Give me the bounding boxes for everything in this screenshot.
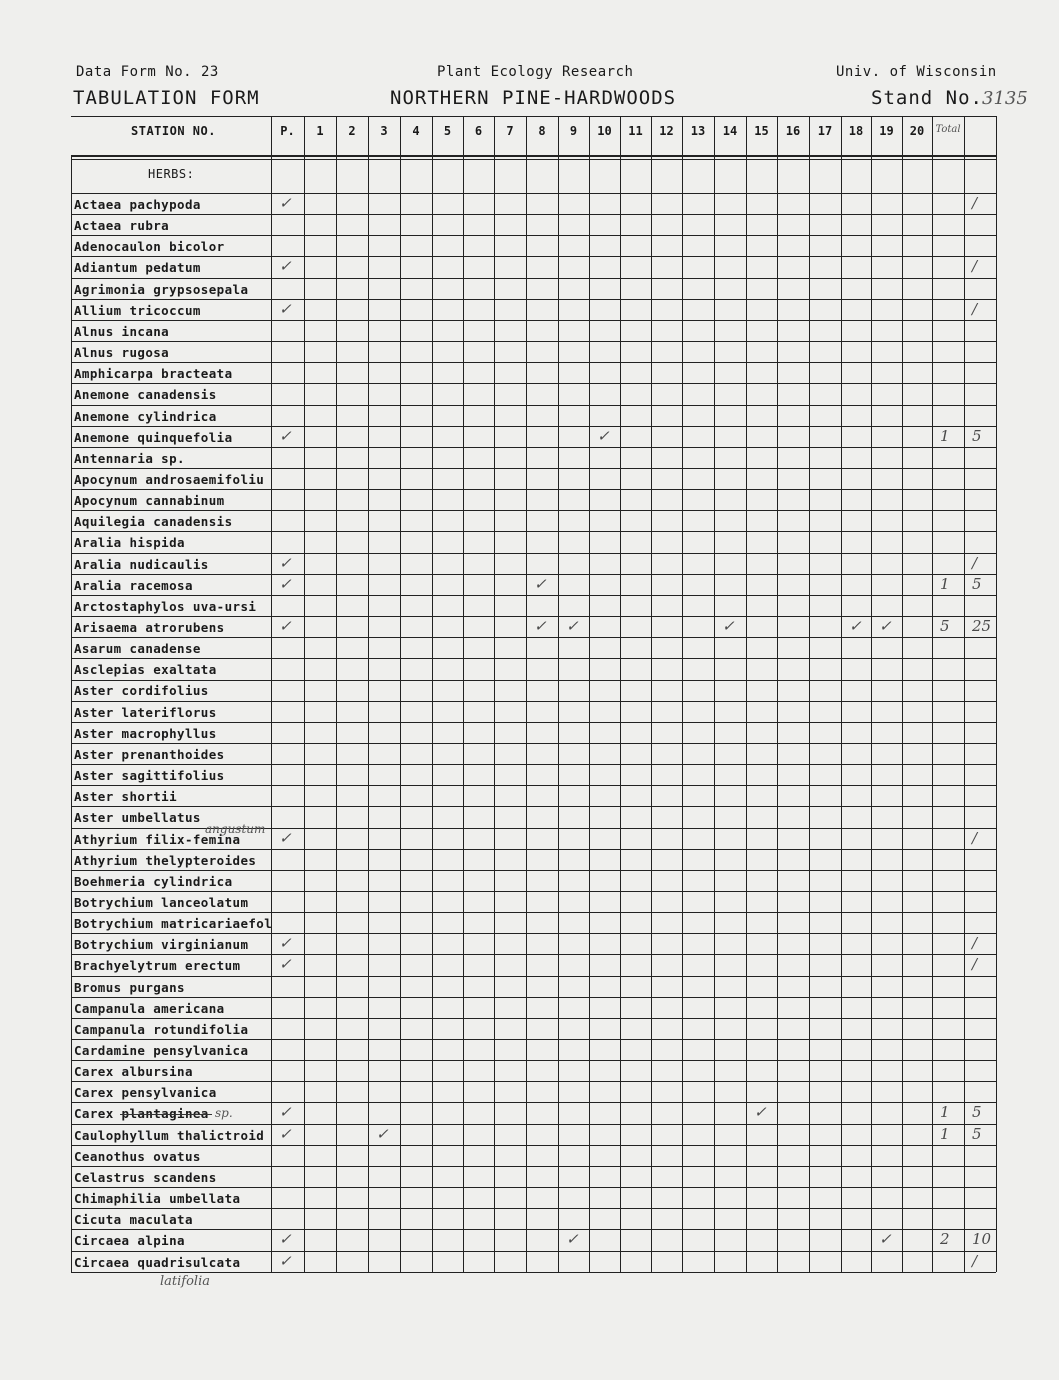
grid-hline [71, 933, 996, 934]
species-name: Botrychium matricariaefol [74, 916, 273, 932]
grid-hline [71, 256, 996, 257]
handwritten-note: angustum [205, 821, 266, 836]
species-name: Amphicarpa bracteata [74, 366, 233, 382]
species-name: Alnus incana [74, 323, 170, 339]
species-name: Chimaphilia umbellata [74, 1191, 241, 1207]
grid-vline [558, 116, 559, 1272]
presence-check-mark: ✓ [279, 426, 292, 445]
species-name: Antennaria sp. [74, 450, 185, 466]
row-frequency: / [972, 955, 978, 974]
species-name: Anemone quinquefolia [74, 429, 233, 445]
species-name: Circaea alpina [74, 1233, 185, 1249]
species-name: Aster prenanthoides [74, 746, 225, 762]
row-frequency: / [972, 194, 978, 212]
grid-hline [71, 870, 996, 871]
grid-vline [336, 116, 337, 1272]
station-check-mark: ✓ [879, 617, 892, 635]
species-name: Circaea quadrisulcata [74, 1254, 241, 1270]
grid-hline [71, 722, 996, 723]
species-name: Aralia racemosa [74, 577, 193, 593]
grid-hline [71, 1145, 996, 1146]
grid-vline [620, 116, 621, 1272]
grid-vline [651, 116, 652, 1272]
column-header: 15 [754, 124, 769, 138]
presence-check-mark: ✓ [279, 194, 292, 212]
grid-vline [841, 116, 842, 1272]
grid-vline [777, 116, 778, 1272]
station-check-mark: ✓ [566, 1230, 579, 1249]
species-name: Athyrium filix-femina [74, 831, 241, 847]
row-total: 5 [940, 617, 950, 635]
species-name: Aquilegia canadensis [74, 514, 233, 530]
grid-vline [494, 116, 495, 1272]
grid-hline [71, 1018, 996, 1019]
grid-hline [71, 595, 996, 596]
grid-hline [71, 764, 996, 765]
station-label: STATION NO. [131, 124, 216, 138]
grid-hline [71, 1124, 996, 1125]
grid-hline [71, 891, 996, 892]
grid-hline [71, 299, 996, 300]
species-name: Ceanothus ovatus [74, 1148, 201, 1164]
grid-hline [71, 531, 996, 532]
grid-vline [463, 116, 464, 1272]
station-check-mark: ✓ [566, 617, 579, 635]
species-name: Botrychium lanceolatum [74, 894, 249, 910]
grid-hline [71, 159, 996, 160]
handwritten-note: latifolia [160, 1273, 210, 1289]
community-title: NORTHERN PINE-HARDWOODS [390, 87, 677, 109]
row-frequency: / [972, 553, 978, 572]
column-header: 10 [597, 124, 612, 138]
row-total: 2 [940, 1230, 950, 1249]
species-name: Agrimonia grypsosepala [74, 281, 249, 297]
species-name: Adiantum pedatum [74, 260, 201, 276]
presence-check-mark: ✓ [279, 574, 292, 593]
station-check-mark: ✓ [722, 617, 735, 635]
grid-hline [71, 658, 996, 659]
presence-check-mark: ✓ [279, 1230, 292, 1249]
grid-hline [71, 193, 996, 194]
grid-vline [400, 116, 401, 1272]
grid-vline [526, 116, 527, 1272]
column-header: 17 [817, 124, 833, 138]
column-header: 13 [690, 124, 706, 138]
column-header: 14 [722, 124, 738, 138]
row-frequency: 5 [972, 1103, 982, 1122]
grid-hline [71, 954, 996, 955]
column-header: 2 [348, 124, 356, 138]
section-label: HERBS: [148, 167, 195, 181]
row-frequency: 5 [972, 1124, 982, 1143]
grid-vline [71, 157, 72, 1272]
grid-hline [71, 383, 996, 384]
grid-hline [71, 1060, 996, 1061]
column-header: 16 [785, 124, 801, 138]
grid-hline [71, 1208, 996, 1209]
column-header: 20 [909, 124, 925, 138]
column-header: 7 [506, 124, 514, 138]
presence-check-mark: ✓ [279, 955, 292, 974]
species-name: Aralia hispida [74, 535, 185, 551]
grid-hline [71, 806, 996, 807]
strikethrough-line [120, 1114, 212, 1115]
stand-label: Stand No. [871, 87, 983, 109]
presence-check-mark: ✓ [279, 299, 292, 318]
grid-vline [746, 116, 747, 1272]
species-name: Brachyelytrum erectum [74, 958, 241, 974]
species-name: Aster umbellatus [74, 810, 201, 826]
grid-hline [71, 976, 996, 977]
row-frequency: / [972, 828, 978, 847]
species-name: Botrychium virginianum [74, 937, 249, 953]
species-name: Allium tricoccum [74, 302, 201, 318]
grid-hline [71, 1187, 996, 1188]
grid-hline [71, 1272, 996, 1273]
column-header: P. [280, 124, 295, 138]
form-number: Data Form No. 23 [76, 64, 219, 80]
grid-hline [71, 447, 996, 448]
row-frequency: 5 [972, 574, 982, 593]
column-header: 8 [538, 124, 546, 138]
species-name: Aralia nudicaulis [74, 556, 209, 572]
station-check-mark: ✓ [849, 617, 862, 635]
row-total: 1 [940, 574, 950, 593]
row-frequency: / [972, 257, 978, 276]
column-header: 6 [474, 124, 483, 138]
grid-vline [368, 116, 369, 1272]
species-name: Cardamine pensylvanica [74, 1043, 249, 1058]
species-name: Actaea rubra [74, 218, 170, 234]
grid-hline [71, 849, 996, 850]
column-header: 4 [412, 124, 420, 138]
grid-hline [71, 743, 996, 744]
species-name: Carex albursina [74, 1064, 193, 1080]
species-name: Celastrus scandens [74, 1169, 217, 1185]
column-header: 12 [659, 124, 674, 138]
grid-hline [71, 1039, 996, 1040]
presence-check-mark: ✓ [279, 617, 292, 635]
university-label: Univ. of Wisconsin [836, 64, 997, 80]
species-name: Aster cordifolius [74, 683, 209, 699]
column-header: 5 [443, 124, 452, 138]
species-name: Aster sagittifolius [74, 768, 225, 784]
species-name: Bromus purgans [74, 979, 185, 995]
grid-hline [71, 341, 996, 342]
species-name: Asarum canadense [74, 641, 201, 657]
species-name: Carex plantaginea [74, 1106, 209, 1122]
station-check-mark: ✓ [597, 426, 610, 445]
species-name: Apocynum cannabinum [74, 493, 225, 509]
row-frequency: 5 [972, 426, 982, 445]
grid-vline [714, 116, 715, 1272]
species-name: Aster lateriflorus [74, 704, 217, 720]
species-name: Campanula americana [74, 1000, 225, 1016]
grid-hline [71, 510, 996, 511]
grid-vline [809, 116, 810, 1272]
species-name: Actaea pachypoda [74, 197, 201, 212]
grid-hline [71, 116, 996, 117]
column-header: Total [935, 124, 961, 135]
grid-hline [71, 426, 996, 427]
presence-check-mark: ✓ [279, 257, 292, 276]
species-name: Aster shortii [74, 789, 178, 805]
species-name: Athyrium thelypteroides [74, 852, 257, 868]
research-label: Plant Ecology Research [437, 64, 634, 80]
presence-check-mark: ✓ [279, 1124, 292, 1143]
grid-hline [71, 489, 996, 490]
row-frequency: / [972, 934, 978, 953]
grid-hline [71, 155, 996, 157]
grid-vline [871, 116, 872, 1272]
species-name: Anemone cylindrica [74, 408, 217, 424]
presence-check-mark: ✓ [279, 1251, 292, 1270]
row-total: 1 [940, 1124, 950, 1143]
grid-vline [932, 116, 933, 1272]
grid-hline [71, 468, 996, 469]
species-name: Carex pensylvanica [74, 1085, 217, 1101]
species-name: Cicuta maculata [74, 1212, 193, 1228]
species-name: Alnus rugosa [74, 345, 170, 361]
species-name: Arisaema atrorubens [74, 620, 225, 635]
grid-hline [71, 997, 996, 998]
grid-vline [964, 116, 965, 1272]
station-check-mark: ✓ [534, 617, 547, 635]
species-name: Asclepias exaltata [74, 662, 217, 678]
grid-hline [71, 320, 996, 321]
species-name: Campanula rotundifolia [74, 1021, 249, 1037]
grid-hline [71, 1102, 996, 1103]
species-name: Boehmeria cylindrica [74, 873, 233, 889]
grid-vline [589, 116, 590, 1272]
grid-hline [71, 1251, 996, 1252]
grid-hline [71, 701, 996, 702]
grid-vline [271, 116, 272, 1272]
station-check-mark: ✓ [376, 1124, 389, 1143]
column-header: 3 [380, 124, 388, 138]
row-frequency: 10 [972, 1230, 992, 1249]
grid-hline [71, 235, 996, 236]
column-header: 1 [316, 124, 324, 138]
handwritten-note: sp. [215, 1106, 233, 1121]
grid-hline [71, 680, 996, 681]
column-header: 18 [848, 124, 864, 138]
stand-number: 3135 [982, 88, 1028, 109]
grid-hline [71, 278, 996, 279]
row-frequency: 25 [972, 617, 992, 635]
species-name: Aster macrophyllus [74, 725, 217, 741]
species-name: Caulophyllum thalictroid [74, 1127, 265, 1143]
presence-check-mark: ✓ [279, 934, 292, 953]
station-check-mark: ✓ [879, 1230, 892, 1249]
row-frequency: / [972, 299, 978, 318]
presence-check-mark: ✓ [279, 553, 292, 572]
station-check-mark: ✓ [534, 574, 547, 593]
row-frequency: / [972, 1251, 978, 1270]
presence-check-mark: ✓ [279, 828, 292, 847]
grid-hline [71, 553, 996, 554]
station-check-mark: ✓ [754, 1103, 767, 1122]
grid-hline [71, 405, 996, 406]
species-name: Arctostaphylos uva-ursi [74, 598, 257, 614]
column-header: 9 [569, 124, 578, 138]
grid-hline [71, 1229, 996, 1230]
grid-vline [304, 116, 305, 1272]
column-header: 11 [628, 124, 643, 138]
grid-vline [996, 116, 997, 1272]
grid-hline [71, 214, 996, 215]
species-name: Adenocaulon bicolor [74, 239, 225, 255]
form-title: TABULATION FORM [73, 87, 260, 109]
grid-hline [71, 1081, 996, 1082]
grid-hline [71, 785, 996, 786]
column-header: 19 [879, 124, 894, 138]
grid-vline [682, 116, 683, 1272]
grid-vline [902, 116, 903, 1272]
grid-hline [71, 912, 996, 913]
grid-hline [71, 637, 996, 638]
species-name: Apocynum androsaemifoliu [74, 471, 265, 487]
grid-hline [71, 362, 996, 363]
row-total: 1 [940, 426, 950, 445]
grid-vline [432, 116, 433, 1272]
grid-hline [71, 1166, 996, 1167]
row-total: 1 [940, 1103, 950, 1122]
species-name: Anemone canadensis [74, 387, 217, 403]
presence-check-mark: ✓ [279, 1103, 292, 1122]
